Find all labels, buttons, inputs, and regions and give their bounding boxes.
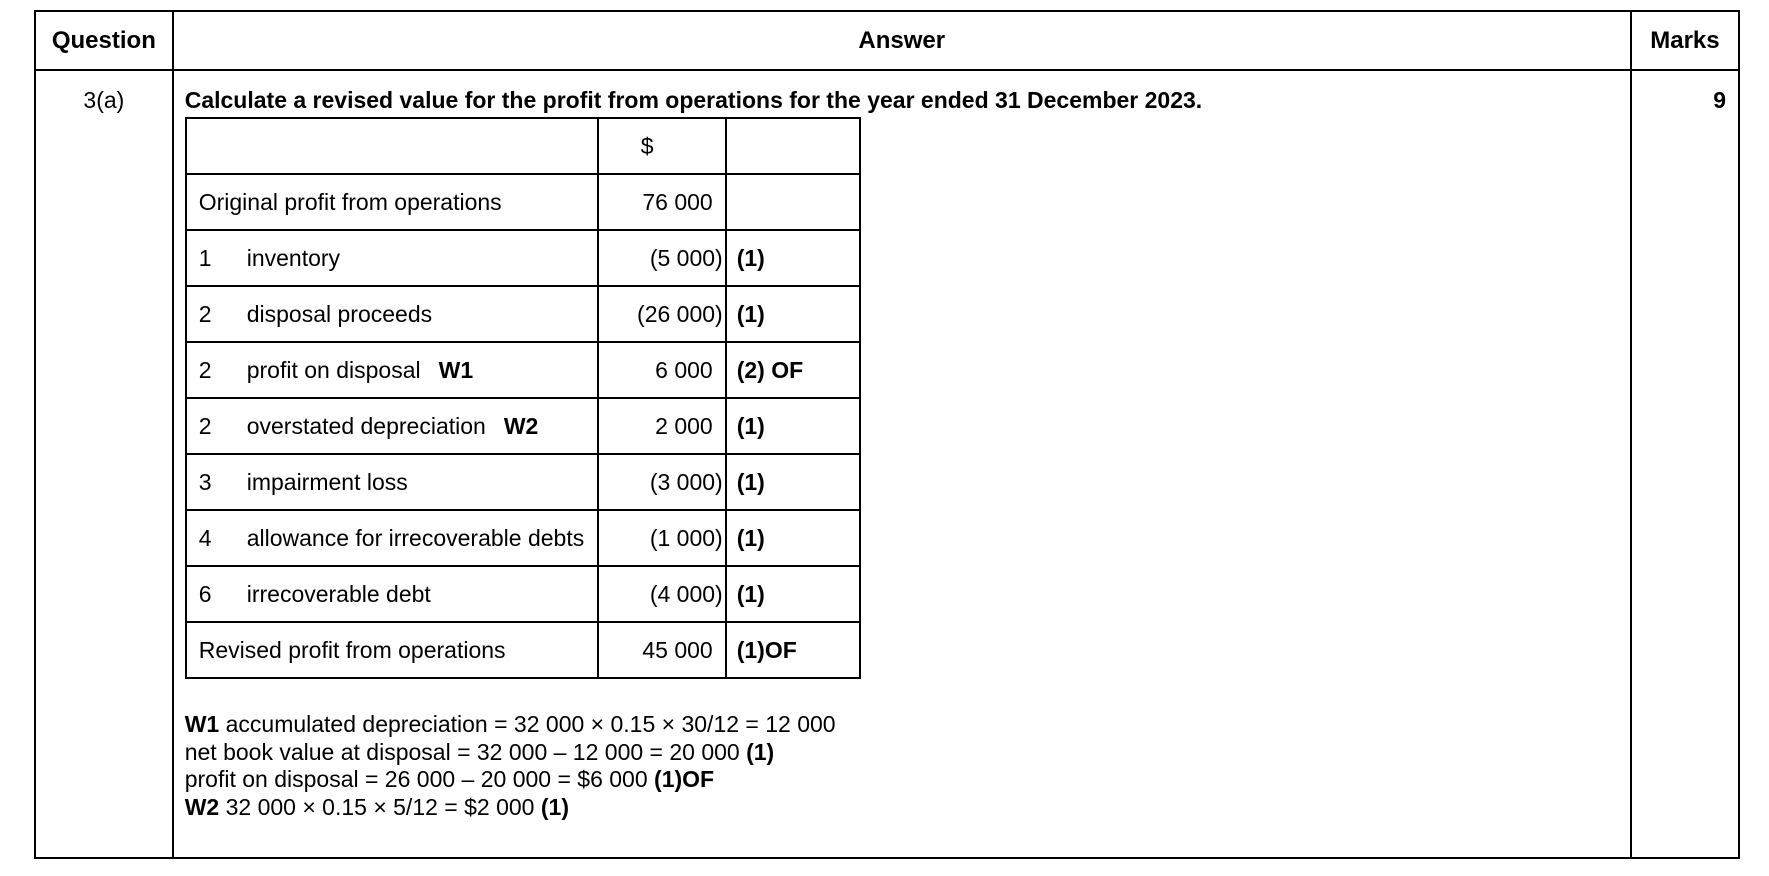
item-label: disposal proceeds (246, 300, 433, 327)
w1-line-1 (185, 711, 1630, 739)
item-mark: (1) (726, 286, 860, 342)
table-row (186, 622, 860, 678)
header-row (35, 11, 1739, 70)
marks-cell (1631, 70, 1739, 858)
table-row (186, 230, 860, 286)
currency-header: $ (598, 118, 726, 174)
question-prompt: Calculate a revised value for the profit from operations for the year ended 31 December 2023. (184, 87, 1203, 113)
workings (185, 711, 1630, 821)
blank-header-cell (186, 118, 598, 174)
item-amount: (4 000) (598, 566, 726, 622)
note-number: 3 (198, 468, 212, 495)
w2-line (185, 794, 1630, 822)
item-label-cell (186, 398, 598, 454)
item-label: irrecoverable debt (246, 580, 431, 607)
item-amount: (1 000) (598, 510, 726, 566)
item-mark: (1) (726, 566, 860, 622)
adjustments-table (185, 117, 861, 679)
table-row (186, 398, 860, 454)
item-label-cell (186, 566, 598, 622)
note-number: 4 (198, 524, 212, 551)
item-label-cell (186, 230, 598, 286)
item-amount: 76 000 (598, 174, 726, 230)
item-label-cell (186, 342, 598, 398)
question-number: 3(a) (83, 87, 125, 113)
item-amount: (3 000) (598, 454, 726, 510)
note-number: 2 (198, 300, 212, 327)
item-mark: (1) (726, 230, 860, 286)
item-label: impairment loss (246, 468, 408, 495)
item-amount: 45 000 (598, 622, 726, 678)
w1-line-2 (185, 739, 1630, 767)
item-mark: (1) (726, 510, 860, 566)
working-reference: W2 (503, 412, 539, 439)
note-number: 1 (198, 244, 212, 271)
item-mark: (2) OF (726, 342, 860, 398)
item-amount: (26 000) (598, 286, 726, 342)
answer-cell (173, 70, 1631, 858)
marks-header: Marks (1631, 11, 1739, 70)
item-label-cell (186, 454, 598, 510)
note-number: 2 (198, 412, 212, 439)
mark-scheme-table (34, 10, 1740, 859)
item-mark: (1)OF (726, 622, 860, 678)
item-label-cell (186, 286, 598, 342)
item-label-cell (186, 510, 598, 566)
table-row (186, 454, 860, 510)
w1-line-3-mark: (1)OF (654, 766, 715, 792)
item-amount: 6 000 (598, 342, 726, 398)
table-row (186, 174, 860, 230)
item-amount: 2 000 (598, 398, 726, 454)
w1-line-2-text: net book value at disposal = 32 000 – 12 000 = 20 000 (184, 738, 740, 765)
item-label: inventory (246, 244, 341, 271)
w1-line-3-text: profit on disposal = 26 000 – 20 000 = $6 000 (184, 766, 648, 792)
item-mark: (1) (726, 398, 860, 454)
w1-line-3 (185, 766, 1630, 794)
item-label-cell (186, 622, 598, 678)
note-number: 2 (198, 356, 212, 383)
question-header: Question (35, 11, 173, 70)
table-row (186, 342, 860, 398)
currency-header-row (186, 118, 860, 174)
w2-mark: (1) (540, 793, 569, 820)
marks-value: 9 (1713, 87, 1726, 113)
item-mark: (1) (726, 454, 860, 510)
item-amount: (5 000) (598, 230, 726, 286)
w1-line-1-text: accumulated depreciation = 32 000 × 0.15 × 30/12 = 12 000 (225, 711, 836, 737)
item-mark (726, 174, 860, 230)
w2-label: W2 (184, 793, 220, 820)
table-row (186, 286, 860, 342)
item-label: allowance for irrecoverable debts (246, 524, 585, 551)
working-reference: W1 (438, 356, 474, 383)
table-row (186, 566, 860, 622)
item-label: overstated depreciation (246, 412, 486, 439)
answer-header: Answer (173, 11, 1631, 70)
item-label: profit on disposal (246, 356, 421, 383)
item-label-cell (186, 174, 598, 230)
w2-line-text: 32 000 × 0.15 × 5/12 = $2 000 (225, 793, 535, 820)
item-label: Revised profit from operations (198, 636, 506, 663)
w1-line-2-mark: (1) (746, 738, 775, 765)
question-cell (35, 70, 173, 858)
item-label: Original profit from operations (198, 188, 502, 215)
question-row (35, 70, 1739, 858)
table-row (186, 510, 860, 566)
blank-mark-header-cell (726, 118, 860, 174)
w1-label: W1 (184, 711, 220, 737)
note-number: 6 (198, 580, 212, 607)
